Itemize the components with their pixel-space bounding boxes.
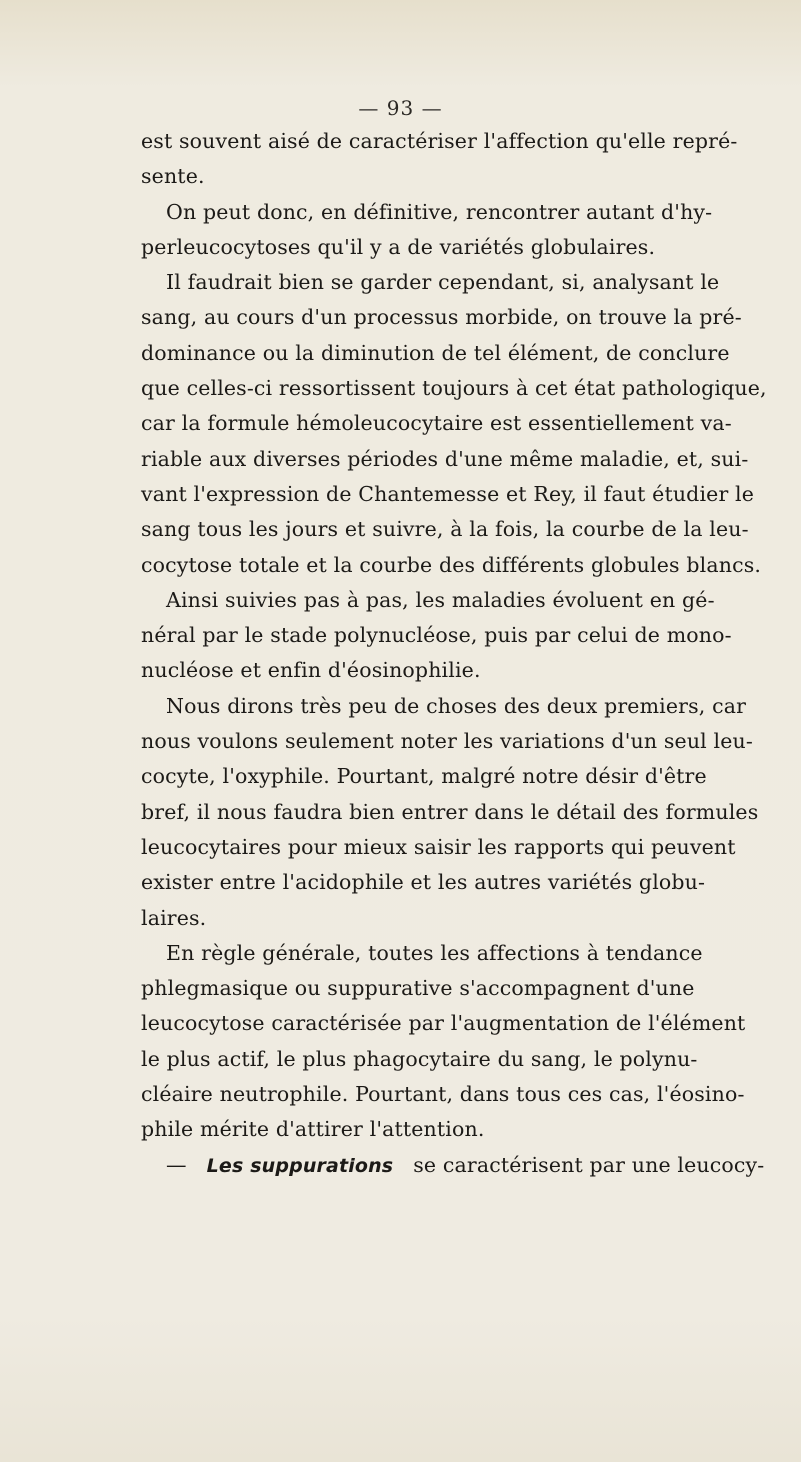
text-line: sang, au cours d'un processus morbide, on trouve la pré- bbox=[141, 305, 742, 330]
text-line: phile mérite d'attirer l'attention. bbox=[141, 1117, 485, 1142]
text-line-subheading bbox=[141, 1148, 765, 1183]
text-line: leucocytaires pour mieux saisir les rapports qui peuvent bbox=[141, 834, 736, 859]
text-line: On peut donc, en définitive, rencontrer autant d'hy- bbox=[166, 199, 713, 224]
text-line: riable aux diverses périodes d'une même maladie, et, sui- bbox=[141, 446, 749, 471]
text-line: cocyte, l'oxyphile. Pourtant, malgré notre désir d'être bbox=[141, 764, 707, 789]
text-line: car la formule hémoleucocytaire est essentiellement va- bbox=[141, 411, 732, 436]
text-line: Nous dirons très peu de choses des deux premiers, car bbox=[166, 693, 747, 718]
em-dash: — bbox=[166, 1152, 187, 1177]
body-text bbox=[141, 124, 767, 1183]
text-line: exister entre l'acidophile et les autres variétés globu- bbox=[141, 870, 706, 895]
text-line: nous voulons seulement noter les variations d'un seul leu- bbox=[141, 729, 753, 754]
text-line: perleucocytoses qu'il y a de variétés globulaires. bbox=[141, 234, 656, 259]
text-line: sang tous les jours et suivre, à la fois, la courbe de la leu- bbox=[141, 517, 749, 542]
text-line: laires. bbox=[141, 905, 207, 930]
text-line: phlegmasique ou suppurative s'accompagnent d'une bbox=[141, 976, 695, 1001]
text-line: dominance ou la diminution de tel élément, de conclure bbox=[141, 340, 730, 365]
text-line: Ainsi suivies pas à pas, les maladies évoluent en gé- bbox=[166, 587, 715, 612]
subheading-rest: se caractérisent par une leucocy- bbox=[413, 1152, 765, 1177]
text-line: sente. bbox=[141, 164, 205, 189]
text-line: le plus actif, le plus phagocytaire du sang, le polynu- bbox=[141, 1046, 698, 1071]
text-line: En règle générale, toutes les affections à tendance bbox=[166, 940, 703, 965]
text-line: nucléose et enfin d'éosinophilie. bbox=[141, 658, 481, 683]
text-line: cocytose totale et la courbe des différents globules blancs. bbox=[141, 552, 762, 577]
text-line: est souvent aisé de caractériser l'affection qu'elle repré- bbox=[141, 129, 738, 153]
text-line: néral par le stade polynucléose, puis par celui de mono- bbox=[141, 623, 732, 648]
text-line: bref, il nous faudra bien entrer dans le détail des formules bbox=[141, 799, 759, 824]
text-line: vant l'expression de Chantemesse et Rey, il faut étudier le bbox=[141, 481, 755, 506]
text-line: cléaire neutrophile. Pourtant, dans tous ces cas, l'éosino- bbox=[141, 1082, 745, 1107]
text-line: que celles-ci ressortissent toujours à cet état pathologique, bbox=[141, 376, 767, 401]
text-line: leucocytose caractérisée par l'augmentation de l'élément bbox=[141, 1011, 746, 1036]
subheading-italic: Les suppurations bbox=[206, 1154, 394, 1177]
page-number: — 93 — bbox=[358, 96, 443, 120]
text-line: Il faudrait bien se garder cependant, si, analysant le bbox=[166, 270, 720, 295]
